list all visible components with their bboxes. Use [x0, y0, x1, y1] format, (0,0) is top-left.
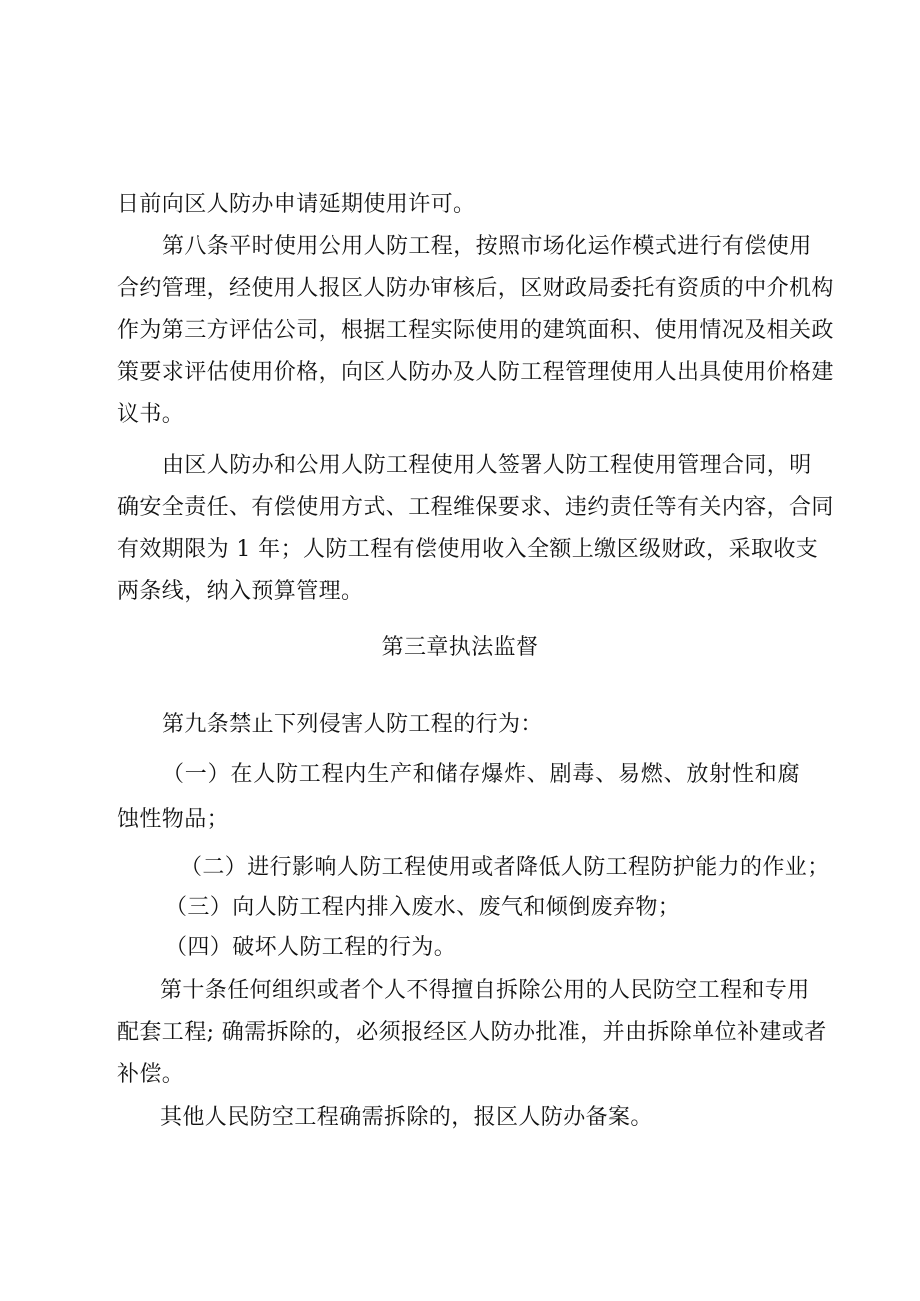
article-10-closing: 其他人民防空工程确需拆除的，报区人防办备案。: [160, 1105, 653, 1130]
article-9-heading: 第九条禁止下列侵害人防工程的行为：: [162, 712, 543, 737]
article-9-item-1-line-2: 蚀性物品；: [117, 807, 230, 832]
text-line-1: 日前向区人防办申请延期使用许可。: [117, 192, 476, 217]
article-8-line-1: 第八条平时使用公用人防工程，按照市场化运作模式进行有偿使用: [162, 234, 812, 259]
article-8-line-5: 议书。: [117, 402, 185, 427]
contract-line-3: 有效期限为 1 年；人防工程有偿使用收入全额上缴区级财政，采取收支: [117, 537, 819, 562]
contract-line-1: 由区人防办和公用人防工程使用人签署人防工程使用管理合同，明: [162, 453, 812, 478]
chapter-3-heading: 第三章执法监督: [381, 635, 539, 660]
article-9-item-3: （三）向人防工程内排入废水、废气和倾倒废弃物；: [165, 895, 681, 920]
contract-line-4: 两条线，纳入预算管理。: [117, 579, 364, 604]
article-10-line-2: 配套工程; 确需拆除的，必须报经区人防办批准，并由拆除单位补建或者: [117, 1020, 827, 1045]
article-10-line-3: 补偿。: [117, 1062, 185, 1087]
article-8-line-2: 合约管理，经使用人报区人防办审核后，区财政局委托有资质的中介机构: [117, 276, 834, 301]
contract-line-2: 确安全责任、有偿使用方式、工程维保要求、违约责任等有关内容，合同: [117, 495, 834, 520]
article-8-line-3: 作为第三方评估公司，根据工程实际使用的建筑面积、使用情况及相关政: [117, 318, 834, 343]
article-9-item-4: （四）破坏人防工程的行为。: [165, 935, 457, 960]
article-9-item-2: （二）进行影响人防工程使用或者降低人防工程防护能力的作业；: [180, 855, 830, 880]
article-10-line-1: 第十条任何组织或者个人不得擅自拆除公用的人民防空工程和专用: [160, 978, 810, 1003]
article-9-item-1-line-1: （一）在人防工程内生产和储存爆炸、剧毒、易燃、放射性和腐: [162, 762, 800, 787]
article-8-line-4: 策要求评估使用价格，向区人防办及人防工程管理使用人出具使用价格建: [117, 360, 834, 385]
